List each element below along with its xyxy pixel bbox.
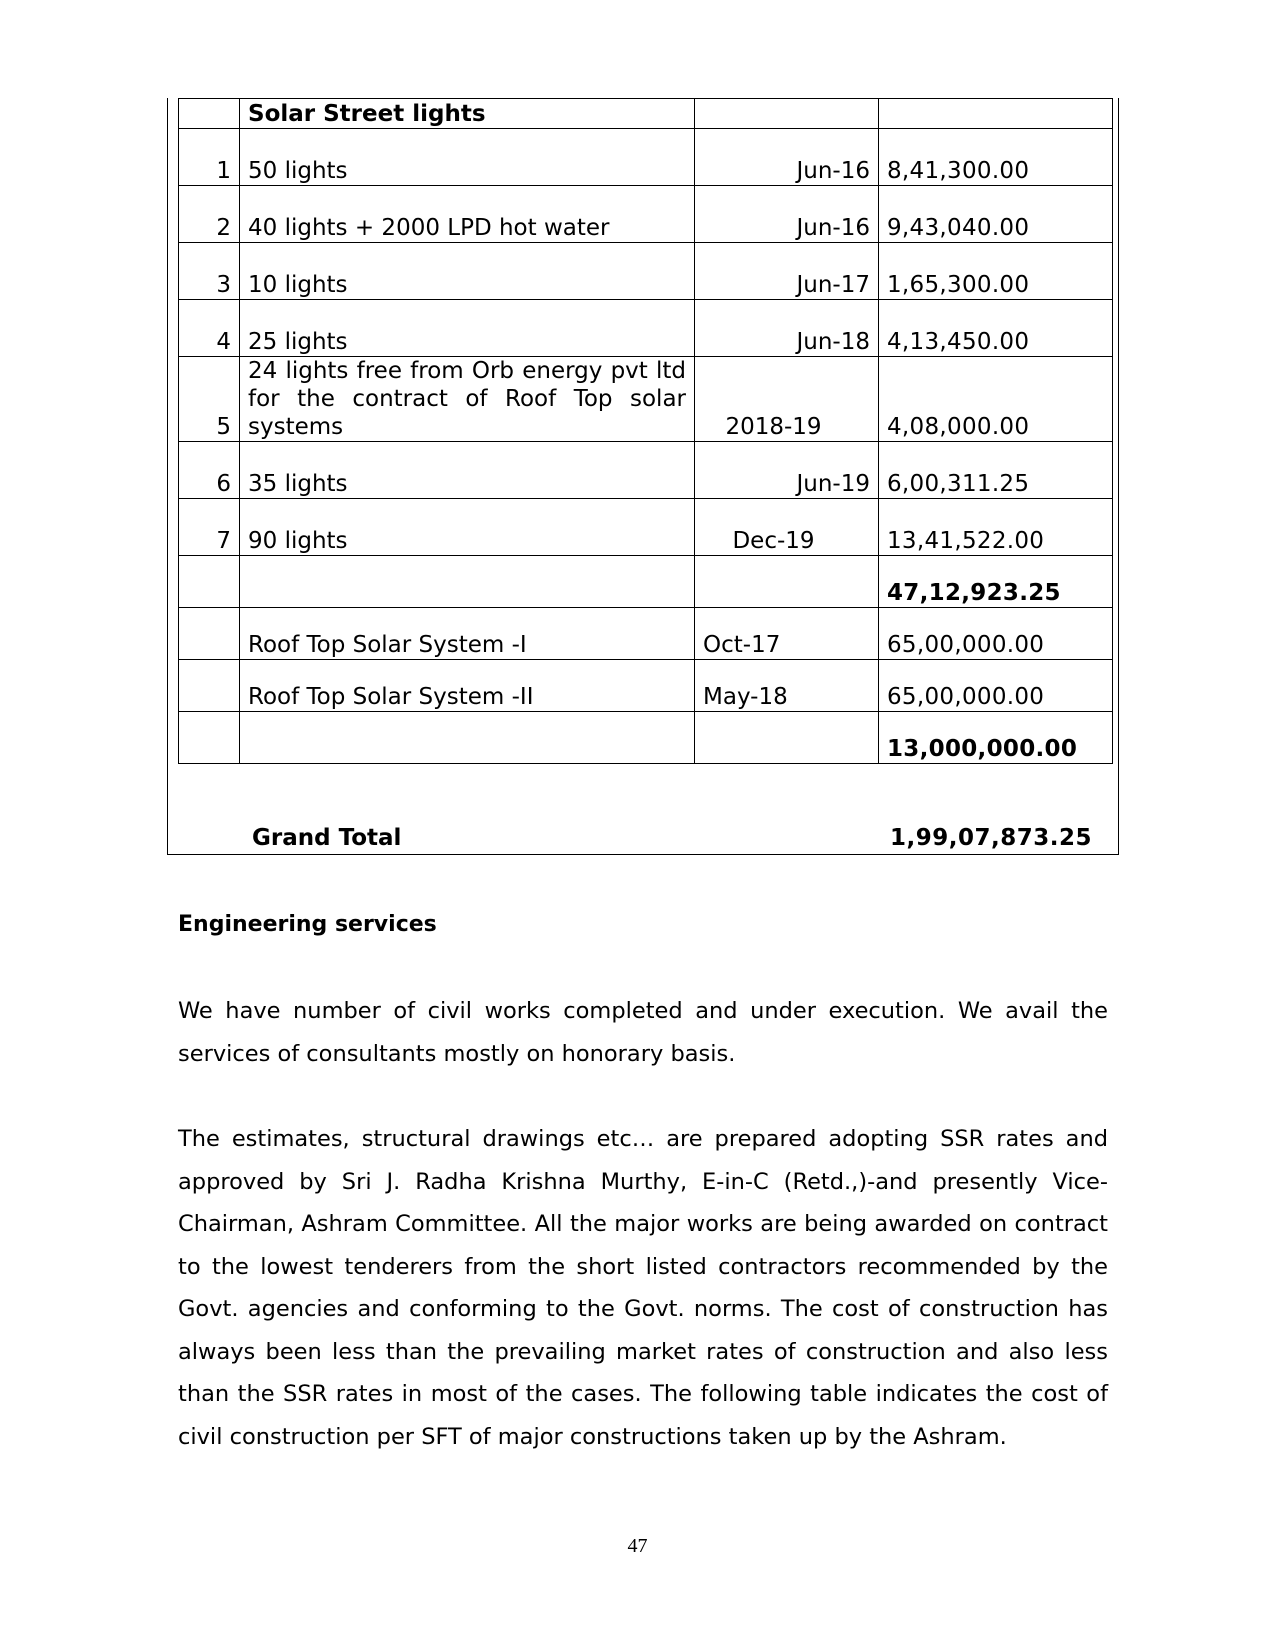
section-title-cell: Solar Street lights: [240, 99, 695, 129]
table-row: 2 40 lights + 2000 LPD hot water Jun-16 9,43,040.00: [179, 186, 1113, 243]
subtotal-row: [179, 556, 1113, 608]
page-number: 47: [627, 1535, 648, 1557]
solar-cost-table: [178, 98, 1113, 764]
table-row: 5 24 lights free from Orb energy pvt ltd for the contract of Roof Top solar systems 2018-19 4,08,000.00: [179, 357, 1113, 442]
table-row: Roof Top Solar System -II May-18 65,00,000.00: [179, 660, 1113, 712]
table-row: Roof Top Solar System -I Oct-17 65,00,000.00: [179, 608, 1113, 660]
paragraph-2: The estimates, structural drawings etc… are prepared adopting SSR rates and approved by Sri J. Radha Krishna Murthy, E-in-C (Retd.,)-and presently Vice-Chairman, Ashram Committee. All the major works are being awarded on contract to the lowest tenderers from the short listed contractors recommended by the Govt. agencies and conforming to the Govt. norms. The cost of construction has always been less than the prevailing market rates of construction and also less than the SSR rates in most of the cases. The following table indicates the cost of civil construction per SFT of major constructions taken up by the Ashram.: [178, 1126, 1108, 1450]
table-row: 1 50 lights Jun-16 8,41,300.00: [179, 129, 1113, 186]
table-header-row: [179, 99, 1113, 129]
table-row: 4 25 lights Jun-18 4,13,450.00: [179, 300, 1113, 357]
paragraph-1: We have number of civil works completed and under execution. We avail the services of consultants mostly on honorary basis.: [178, 998, 1108, 1067]
subtotal-rooftop: 13,000,000.00: [879, 712, 1113, 764]
grand-total-label: Grand Total: [252, 825, 402, 851]
table-row: 3 10 lights Jun-17 1,65,300.00: [179, 243, 1113, 300]
table-row: 7 90 lights Dec-19 13,41,522.00: [179, 499, 1113, 556]
subtotal-street-lights: 47,12,923.25: [879, 556, 1113, 608]
subtotal-row: [179, 712, 1113, 764]
grand-total-value: 1,99,07,873.25: [890, 825, 1092, 851]
section-heading: Engineering services: [178, 912, 437, 937]
table-row: 6 35 lights Jun-19 6,00,311.25: [179, 442, 1113, 499]
